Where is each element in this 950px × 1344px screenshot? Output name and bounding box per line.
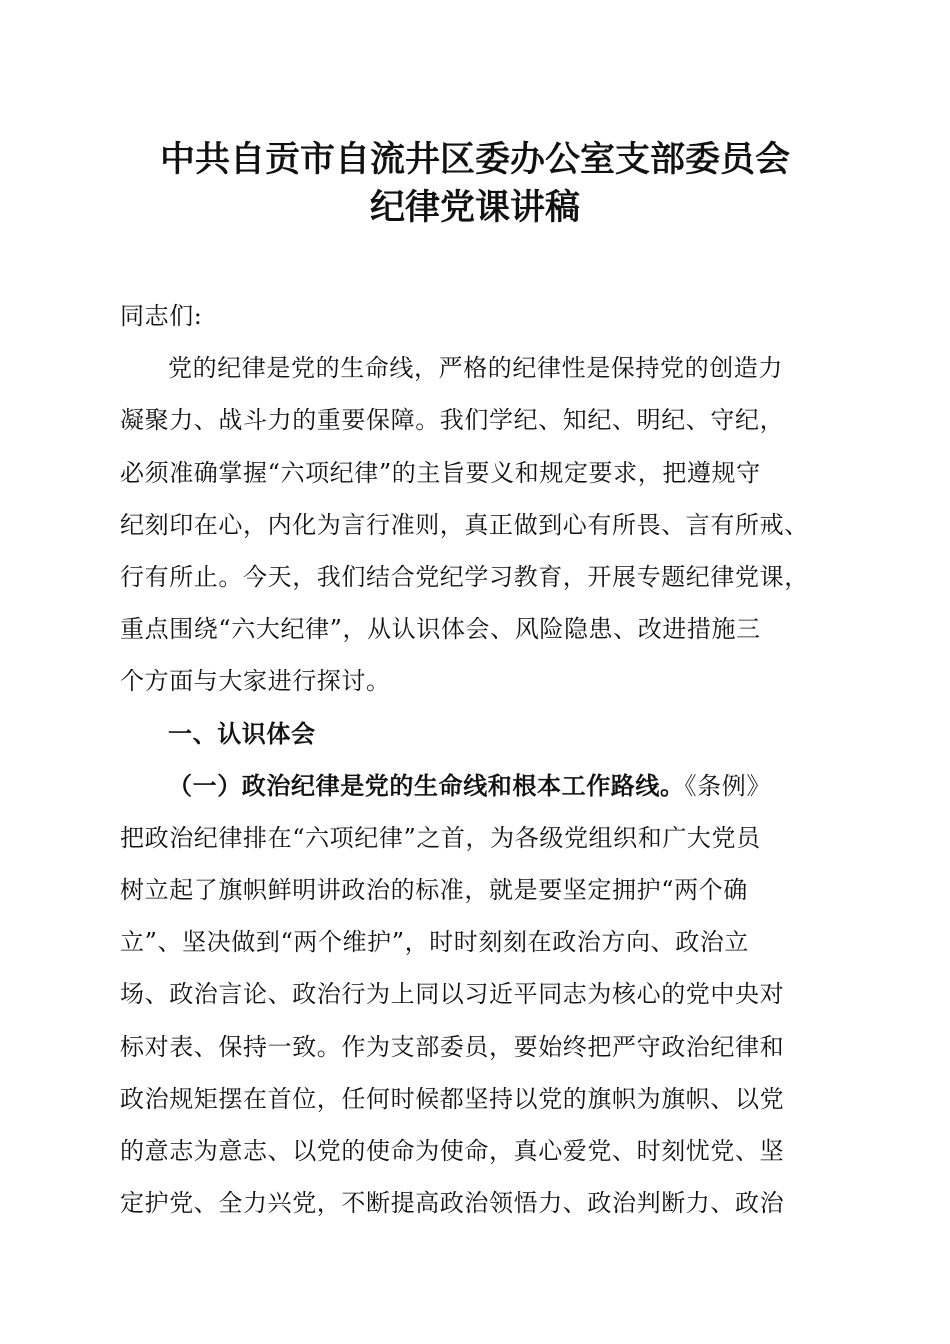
intro-paragraph-line: 党的纪律是党的生命线，严格的纪律性是保持党的创造力 (168, 354, 783, 383)
subsection-paragraph-line: 把政治纪律排在“六项纪律”之首，为各级党组织和广大党员 (120, 823, 761, 852)
subsection-lead: 《条例》 (684, 771, 772, 800)
title-line-2: 纪律党课讲稿 (369, 188, 580, 228)
intro-paragraph-line: 凝聚力、战斗力的重要保障。我们学纪、知纪、明纪、守纪， (120, 406, 785, 435)
section-heading: 一、认识体会 (168, 719, 316, 748)
document-body (120, 290, 840, 1229)
title-line-1: 中共自贡市自流井区委办公室支部委员会 (159, 140, 790, 180)
intro-paragraph-line: 行有所止。今天，我们结合党纪学习教育，开展专题纪律党课， (120, 562, 809, 591)
intro-paragraph-line: 纪刻印在心，内化为言行准则，真正做到心有所畏、言有所戒、 (120, 510, 809, 539)
subsection-heading: （一）政治纪律是党的生命线和根本工作路线。 (168, 771, 685, 800)
subsection-paragraph-line: 标对表、保持一致。作为支部委员，要始终把严守政治纪律和 (120, 1032, 785, 1061)
intro-paragraph-line: 必须准确掌握“六项纪律”的主旨要义和规定要求，把遵规守 (120, 458, 761, 487)
subsection-paragraph-line: 场、政治言论、政治行为上同以习近平同志为核心的党中央对 (120, 980, 785, 1009)
document-title (0, 136, 950, 232)
subsection-paragraph-line: 的意志为意志、以党的使命为使命，真心爱党、时刻忧党、坚 (120, 1137, 785, 1165)
greeting: 同志们: (120, 302, 203, 330)
intro-paragraph-line: 个方面与大家进行探讨。 (120, 667, 391, 696)
subsection-paragraph-line: 立”、坚决做到“两个维护”，时时刻刻在政治方向、政治立 (120, 928, 750, 957)
intro-paragraph-line: 重点围绕“六大纪律”，从认识体会、风险隐患、改进措施三 (120, 615, 761, 644)
subsection-paragraph-line: 定护党、全力兴党，不断提高政治领悟力、政治判断力、政治 (120, 1189, 785, 1218)
subsection-paragraph-line: 树立起了旗帜鲜明讲政治的标准，就是要坚定拥护“两个确 (120, 876, 748, 905)
subsection-first-line (120, 760, 840, 812)
subsection-paragraph-line: 政治规矩摆在首位，任何时候都坚持以党的旗帜为旗帜、以党 (120, 1084, 785, 1113)
